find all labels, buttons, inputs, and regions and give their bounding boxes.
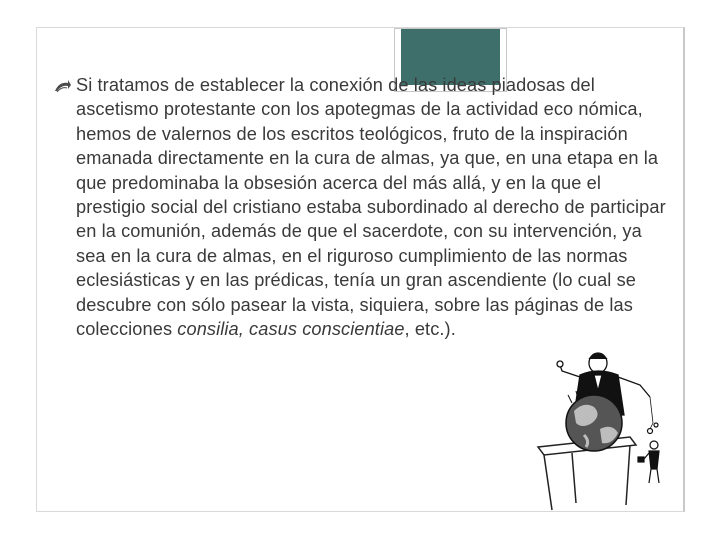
cartoon-small-figure xyxy=(638,423,659,483)
paragraph-italic-text: consilia, casus conscientiae xyxy=(177,319,405,340)
body-text xyxy=(54,73,674,341)
body-paragraph xyxy=(76,73,674,341)
cartoon-illustration xyxy=(532,345,682,513)
paragraph-end-text: , etc.). xyxy=(404,319,456,340)
paragraph-main-text: Si tratamos de establecer la conexión de las ideas piadosas del ascetismo protestante con los apotegmas de la actividad eco nómica, hemos de valernos de los escritos teológicos, fruto de la inspiración emanada directamente en la cura de almas, ya que, en una etapa en la que predominaba la obsesión acerca del más allá, y en la que el prestigio social del cristiano estaba subordinado al derecho de participar en la comunión, además de que el sacerdote, con su intervención, ya sea en la cura de almas, en el riguroso cumplimiento de las normas eclesiásticas y en las prédicas, tenía un gran ascendiente (lo cual se descubre con sólo pasear la vista, siquiera, sobre las páginas de las colecciones xyxy=(76,75,666,340)
bullet-arrow-icon xyxy=(54,79,72,93)
